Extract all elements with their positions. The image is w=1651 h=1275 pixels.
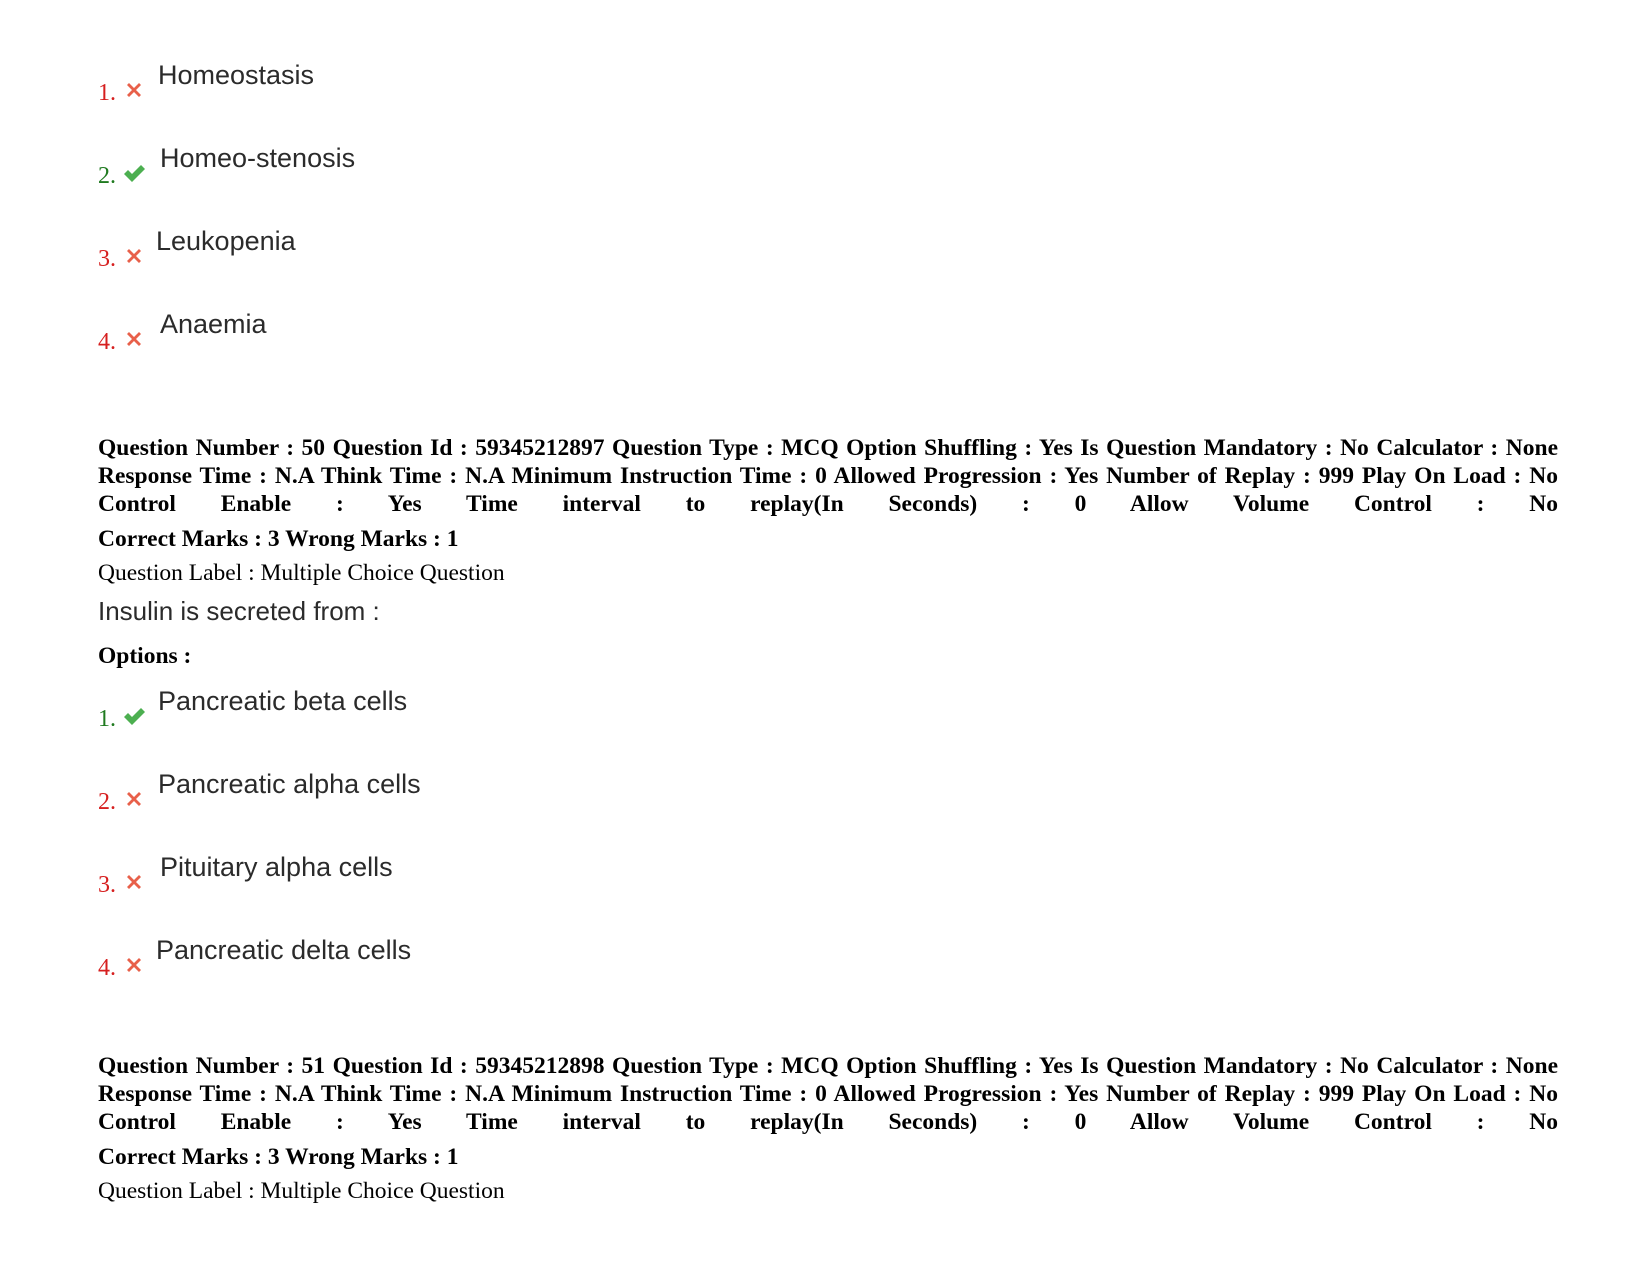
- option-number: 3.: [98, 872, 116, 898]
- question-label: Question Label : Multiple Choice Question: [98, 560, 505, 586]
- cross-icon: [122, 244, 146, 268]
- option-number: 1.: [98, 80, 116, 106]
- cross-icon: [122, 78, 146, 102]
- cross-icon: [122, 953, 146, 977]
- option-number: 3.: [98, 246, 116, 272]
- option-text: Pancreatic alpha cells: [158, 769, 421, 799]
- question-marks: Correct Marks : 3 Wrong Marks : 1: [98, 526, 459, 552]
- cross-icon: [122, 787, 146, 811]
- meta-line: Question Number : 50 Question Id : 59345212897 Question Type : MCQ Option Shuffling : Yes Is Question Mandatory : No Calculator :: [98, 435, 1499, 461]
- meta-line: Load : No Control Enable : Yes Time interval to replay(In Seconds) : 0 Allow Volume Control : No: [98, 1081, 1558, 1135]
- meta-line: None Response Time : N.A Think Time : N.A Minimum Instruction Time : 0 Allowed Progression : Yes Number of Replay : 999 Play On: [98, 435, 1559, 489]
- check-icon: [122, 704, 146, 728]
- meta-line: None Response Time : N.A Think Time : N.A Minimum Instruction Time : 0 Allowed Progression : Yes Number of Replay : 999 Play On: [98, 1053, 1559, 1107]
- option-number: 2.: [98, 789, 116, 815]
- cross-icon: [122, 870, 146, 894]
- question-label: Question Label : Multiple Choice Question: [98, 1178, 505, 1204]
- option-text: Pancreatic delta cells: [156, 935, 412, 965]
- option-text: Homeostasis: [158, 60, 315, 90]
- option-text: Pituitary alpha cells: [160, 852, 393, 882]
- option-text: Pancreatic beta cells: [158, 686, 408, 716]
- question-text: Insulin is secreted from :: [98, 596, 380, 626]
- option-number: 2.: [98, 163, 116, 189]
- option-number: 4.: [98, 955, 116, 981]
- option-text: Anaemia: [160, 309, 267, 339]
- option-number: 4.: [98, 329, 116, 355]
- question-marks: Correct Marks : 3 Wrong Marks : 1: [98, 1144, 459, 1170]
- meta-line: Question Number : 51 Question Id : 59345212898 Question Type : MCQ Option Shuffling : Yes Is Question Mandatory : No Calculator :: [98, 1053, 1499, 1079]
- check-icon: [122, 161, 146, 185]
- cross-icon: [122, 327, 146, 351]
- meta-line: Load : No Control Enable : Yes Time interval to replay(In Seconds) : 0 Allow Volume Control : No: [98, 463, 1558, 517]
- option-text: Homeo-stenosis: [160, 143, 356, 173]
- option-number: 1.: [98, 706, 116, 732]
- option-text: Leukopenia: [156, 226, 296, 256]
- options-heading: Options :: [98, 643, 192, 669]
